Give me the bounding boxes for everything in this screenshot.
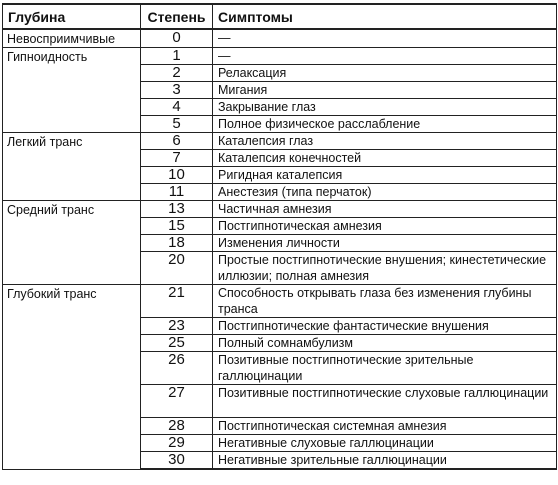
depth-cell: Легкий транс: [3, 133, 141, 201]
degree-cell: 13: [141, 201, 213, 218]
symptom-cell: —: [213, 48, 557, 65]
symptom-cell: Ригидная каталепсия: [213, 167, 557, 184]
degree-cell: 11: [141, 184, 213, 201]
header-degree: Степень: [141, 4, 213, 29]
symptom-cell: Мигания: [213, 82, 557, 99]
table-header: [3, 4, 557, 29]
table-row: [3, 48, 557, 65]
degree-cell: 3: [141, 82, 213, 99]
degree-cell: 27: [141, 385, 213, 418]
symptom-cell: Полное физическое расслабление: [213, 116, 557, 133]
depth-cell: Невосприимчивые: [3, 29, 141, 48]
degree-cell: 7: [141, 150, 213, 167]
table-body: [3, 29, 557, 469]
trance-depth-table: [2, 3, 557, 470]
degree-cell: 29: [141, 435, 213, 452]
degree-cell: 6: [141, 133, 213, 150]
symptom-cell: Негативные зрительные галлюцинации: [213, 452, 557, 470]
header-symptoms: Симптомы: [213, 4, 557, 29]
symptom-cell: Релаксация: [213, 65, 557, 82]
depth-cell: Глубокий транс: [3, 285, 141, 470]
degree-cell: 21: [141, 285, 213, 318]
degree-cell: 2: [141, 65, 213, 82]
degree-cell: 20: [141, 252, 213, 285]
symptom-cell: Изменения личности: [213, 235, 557, 252]
symptom-cell: Способность открывать глаза без изменения глубины транса: [213, 285, 557, 318]
symptom-cell: Позитивные постгипнотические зрительные галлюцинации: [213, 352, 557, 385]
degree-cell: 23: [141, 318, 213, 335]
table-row: [3, 133, 557, 150]
depth-cell: Гипноидность: [3, 48, 141, 133]
degree-cell: 18: [141, 235, 213, 252]
symptom-cell: Анестезия (типа перчаток): [213, 184, 557, 201]
symptom-cell: Каталепсия конечностей: [213, 150, 557, 167]
symptom-cell: Постгипнотические фантастические внушения: [213, 318, 557, 335]
symptom-cell: Негативные слуховые галлюцинации: [213, 435, 557, 452]
symptom-cell: Постгипнотическая системная амнезия: [213, 418, 557, 435]
degree-cell: 30: [141, 452, 213, 470]
depth-cell: Средний транс: [3, 201, 141, 285]
degree-cell: 26: [141, 352, 213, 385]
degree-cell: 1: [141, 48, 213, 65]
degree-cell: 10: [141, 167, 213, 184]
degree-cell: 28: [141, 418, 213, 435]
symptom-cell: Простые постгипнотические внушения; кинестетические иллюзии; полная амнезия: [213, 252, 557, 285]
symptom-cell: Позитивные постгипнотические слуховые галлюцинации: [213, 385, 557, 418]
header-depth: Глубина: [3, 4, 141, 29]
degree-cell: 15: [141, 218, 213, 235]
symptom-cell: Каталепсия глаз: [213, 133, 557, 150]
symptom-cell: Закрывание глаз: [213, 99, 557, 116]
symptom-cell: —: [213, 29, 557, 48]
table-row: [3, 201, 557, 218]
symptom-cell: Полный сомнамбулизм: [213, 335, 557, 352]
table-row: [3, 285, 557, 318]
table-row: [3, 29, 557, 48]
symptom-cell: Постгипнотическая амнезия: [213, 218, 557, 235]
degree-cell: 25: [141, 335, 213, 352]
degree-cell: 5: [141, 116, 213, 133]
degree-cell: 4: [141, 99, 213, 116]
symptom-cell: Частичная амнезия: [213, 201, 557, 218]
degree-cell: 0: [141, 29, 213, 48]
header-row: [3, 4, 557, 29]
